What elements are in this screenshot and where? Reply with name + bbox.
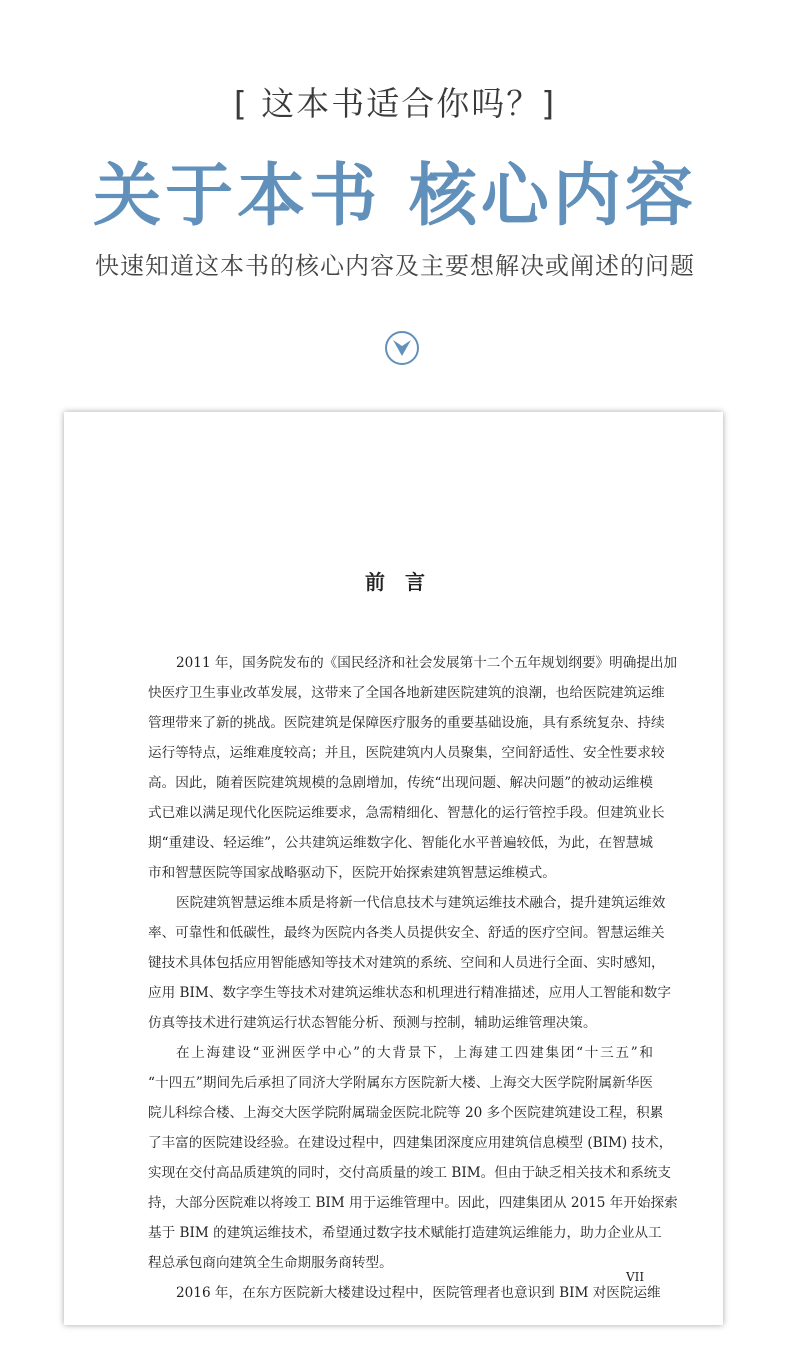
chevron-down-circle-icon[interactable]	[385, 331, 419, 365]
paragraph	[148, 1040, 678, 1280]
page-number: VII	[626, 1270, 645, 1284]
text-line: 仿真等技术进行建筑运行状态智能分析、预测与控制，辅助运维管理决策。	[148, 1015, 597, 1031]
text-line: 医院建筑智慧运维本质是将新一代信息技术与建筑运维技术融合，提升建筑运维效	[176, 895, 666, 911]
text-line: 运行等特点，运维难度较高；并且，医院建筑内人员聚集，空间舒适性、安全性要求较	[148, 745, 665, 761]
text-line: 实现在交付高品质建筑的同时，交付高质量的竣工 BIM。但由于缺乏相关技术和系统支	[148, 1165, 671, 1181]
text-line: 键技术具体包括应用智能感知等技术对建筑的系统、空间和人员进行全面、实时感知，	[148, 955, 665, 971]
text-line: 率、可靠性和低碳性，最终为医院内各类人员提供安全、舒适的医疗空间。智慧运维关	[148, 925, 665, 941]
text-line: 在上海建设“亚洲医学中心”的大背景下，上海建工四建集团“十三五”和	[176, 1045, 653, 1061]
text-line: 期“重建设、轻运维”，公共建筑运维数字化、智能化水平普遍较低，为此，在智慧城	[148, 835, 653, 851]
section-subtitle: 快速知道这本书的核心内容及主要想解决或阐述的问题	[95, 252, 695, 280]
text-line: 程总承包商向建筑全生命期服务商转型。	[148, 1255, 393, 1271]
text-line: 院儿科综合楼、上海交大医学院附属瑞金医院北院等 20 多个医院建筑建设工程，积累	[148, 1105, 664, 1121]
text-line: 2011 年，国务院发布的《国民经济和社会发展第十二个五年规划纲要》明确提出加	[176, 655, 678, 671]
text-line: 快医疗卫生事业改革发展，这带来了全国各地新建医院建筑的浪潮，也给医院建筑运维	[148, 685, 665, 701]
text-line: 应用 BIM、数字孪生等技术对建筑运维状态和机理进行精准描述，应用人工智能和数字	[148, 985, 671, 1001]
paragraph	[148, 890, 671, 1040]
paragraph	[148, 650, 678, 890]
paragraph	[148, 1280, 661, 1310]
text-line: “十四五”期间先后承担了同济大学附属东方医院新大楼、上海交大医学院附属新华医	[148, 1075, 653, 1091]
section-question: [ 这本书适合你吗？]	[233, 84, 557, 123]
page-body	[148, 650, 678, 1310]
page-title: 前 言	[365, 570, 425, 594]
text-line: 2016 年，在东方医院新大楼建设过程中，医院管理者也意识到 BIM 对医院运维	[176, 1285, 661, 1301]
section-title: 关于本书 核心内容	[93, 156, 697, 236]
text-line: 高。因此，随着医院建筑规模的急剧增加，传统“出现问题、解决问题”的被动运维模	[148, 775, 653, 791]
text-line: 市和智慧医院等国家战略驱动下，医院开始探索建筑智慧运维模式。	[148, 865, 556, 881]
text-line: 基于 BIM 的建筑运维技术，希望通过数字技术赋能打造建筑运维能力，助力企业从工	[148, 1225, 662, 1241]
text-line: 持，大部分医院难以将竣工 BIM 用于运维管理中。因此，四建集团从 2015 年开始探索	[148, 1195, 678, 1211]
text-line: 式已难以满足现代化医院运维要求，急需精细化、智慧化的运行管控手段。但建筑业长	[148, 805, 665, 821]
text-line: 管理带来了新的挑战。医院建筑是保障医疗服务的重要基础设施，具有系统复杂、持续	[148, 715, 665, 731]
text-line: 了丰富的医院建设经验。在建设过程中，四建集团深度应用建筑信息模型 (BIM) 技术，	[148, 1135, 673, 1151]
